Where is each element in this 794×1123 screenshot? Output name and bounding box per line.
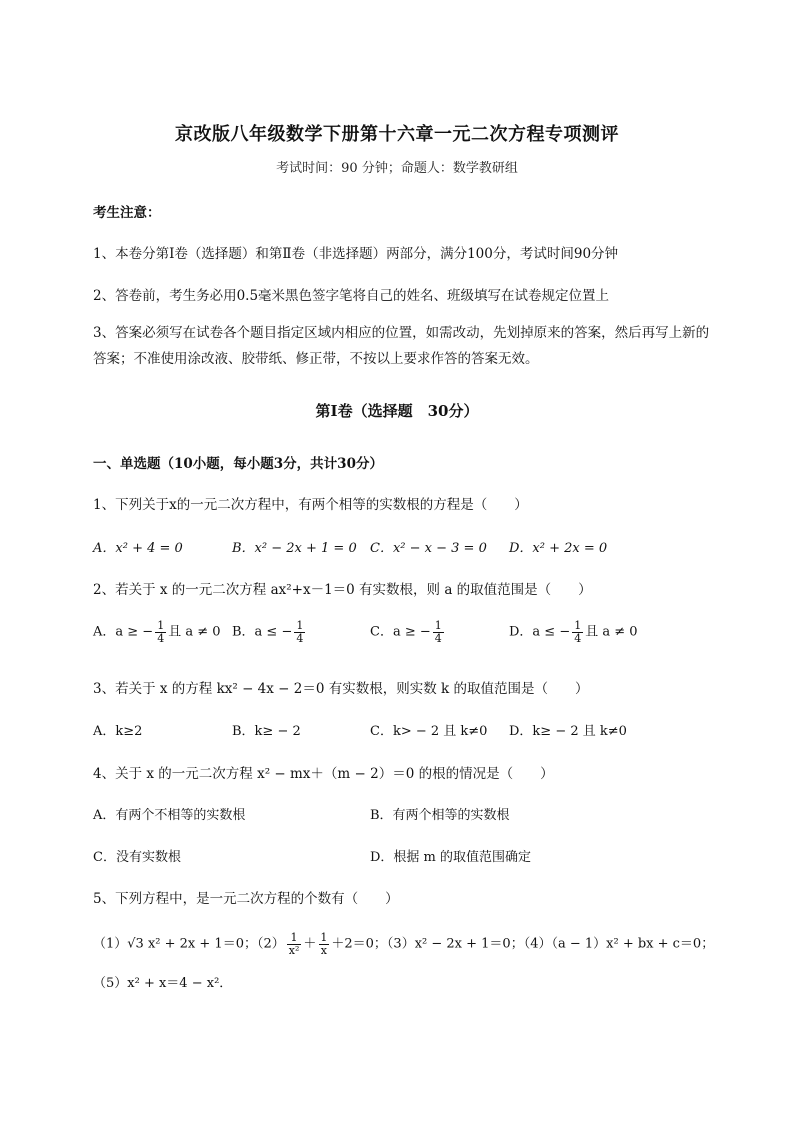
q4-option-a: A．有两个不相等的实数根 bbox=[93, 808, 246, 823]
fraction bbox=[155, 620, 166, 644]
fraction bbox=[433, 620, 444, 644]
fraction-numerator: 1 bbox=[320, 931, 328, 944]
q5-line-1-part-b: ＋ bbox=[303, 936, 317, 952]
fraction-denominator: 4 bbox=[574, 631, 582, 645]
q3-option-a: A．k≥2 bbox=[93, 724, 143, 739]
q2-option-c-pre: C．a ≥ − bbox=[370, 624, 431, 640]
q2-option-c bbox=[370, 620, 446, 644]
q2-option-a bbox=[93, 620, 221, 644]
q1-option-a: A．x² + 4 = 0 bbox=[93, 541, 183, 556]
q1-option-d: D．x² + 2x = 0 bbox=[509, 541, 608, 556]
q2-stem: 2、若关于 x 的一元二次方程 ax²+x－1＝0 有实数根，则 a 的取值范围是（ ） bbox=[93, 582, 592, 598]
q2-option-a-post: 且 a ≠ 0 bbox=[168, 624, 221, 640]
fraction-numerator: 1 bbox=[157, 619, 165, 632]
q4-stem: 4、关于 x 的一元二次方程 x² − mx＋（m − 2）＝0 的根的情况是（ ） bbox=[93, 766, 554, 782]
fraction-numerator: 1 bbox=[574, 619, 582, 632]
q5-line-1 bbox=[93, 932, 714, 956]
q1-option-b: B．x² − 2x + 1 = 0 bbox=[232, 541, 357, 556]
fraction-denominator: x² bbox=[288, 943, 300, 957]
q2-option-b-pre: B．a ≤ − bbox=[232, 624, 293, 640]
fraction-denominator: 4 bbox=[157, 631, 165, 645]
section-title: 第Ⅰ卷（选择题 30分） bbox=[315, 402, 479, 420]
fraction bbox=[294, 620, 305, 644]
notice-item-1: 1、本卷分第Ⅰ卷（选择题）和第Ⅱ卷（非选择题）两部分，满分100分，考试时间90分钟 bbox=[93, 246, 619, 262]
fraction-denominator: 4 bbox=[434, 631, 442, 645]
q1-option-c: C．x² − x − 3 = 0 bbox=[370, 541, 487, 556]
exam-title: 京改版八年级数学下册第十六章一元二次方程专项测评 bbox=[175, 124, 619, 145]
fraction bbox=[572, 620, 583, 644]
fraction-numerator: 1 bbox=[296, 619, 304, 632]
q4-option-d: D．根据 m 的取值范围确定 bbox=[370, 850, 532, 865]
q3-option-c: C．k> − 2 且 k≠0 bbox=[370, 724, 488, 739]
notice-item-3: 3、答案必须写在试卷各个题目指定区域内相应的位置，如需改动，先划掉原来的答案，然后再写上新的答案；不准使用涂改液、胶带纸、修正带，不按以上要求作答的答案无效。 bbox=[93, 325, 710, 367]
q3-option-d: D．k≥ − 2 且 k≠0 bbox=[509, 724, 627, 739]
fraction-denominator: x bbox=[320, 943, 327, 957]
q5-line-1-part-c: ＋2＝0；（3）x² − 2x + 1＝0；（4）（a − 1）x² + bx + c＝0； bbox=[331, 936, 715, 952]
q2-option-d-post: 且 a ≠ 0 bbox=[585, 624, 638, 640]
fraction bbox=[318, 932, 329, 956]
fraction bbox=[287, 932, 302, 956]
q4-option-c: C．没有实数根 bbox=[93, 850, 181, 865]
q2-option-d bbox=[509, 620, 638, 644]
exam-subtitle: 考试时间：90 分钟；命题人：数学教研组 bbox=[276, 161, 518, 176]
q3-stem: 3、若关于 x 的方程 kx² − 4x − 2＝0 有实数根，则实数 k 的取值范围是（ ） bbox=[93, 681, 589, 697]
q2-option-a-pre: A．a ≥ − bbox=[93, 624, 154, 640]
notice-item-2: 2、答卷前，考生务必用0.5毫米黑色签字笔将自己的姓名、班级填写在试卷规定位置上 bbox=[93, 288, 610, 304]
fraction-numerator: 1 bbox=[290, 931, 298, 944]
fraction-numerator: 1 bbox=[434, 619, 442, 632]
notice-heading: 考生注意： bbox=[93, 205, 161, 221]
q3-option-b: B．k≥ − 2 bbox=[232, 724, 301, 739]
q5-stem: 5、下列方程中，是一元二次方程的个数有（ ） bbox=[93, 891, 399, 907]
part-heading: 一、单选题（10小题，每小题3分，共计30分） bbox=[93, 456, 383, 472]
q5-line-1-part-a: （1）√3 x² + 2x + 1＝0；（2） bbox=[93, 936, 285, 952]
q5-line-2: （5）x² + x＝4 − x²． bbox=[93, 976, 233, 991]
q1-stem: 1、下列关于x的一元二次方程中，有两个相等的实数根的方程是（ ） bbox=[93, 497, 528, 513]
q2-option-b bbox=[232, 620, 307, 644]
fraction-denominator: 4 bbox=[296, 631, 304, 645]
q4-option-b: B．有两个相等的实数根 bbox=[370, 808, 510, 823]
q2-option-d-pre: D．a ≤ − bbox=[509, 624, 571, 640]
